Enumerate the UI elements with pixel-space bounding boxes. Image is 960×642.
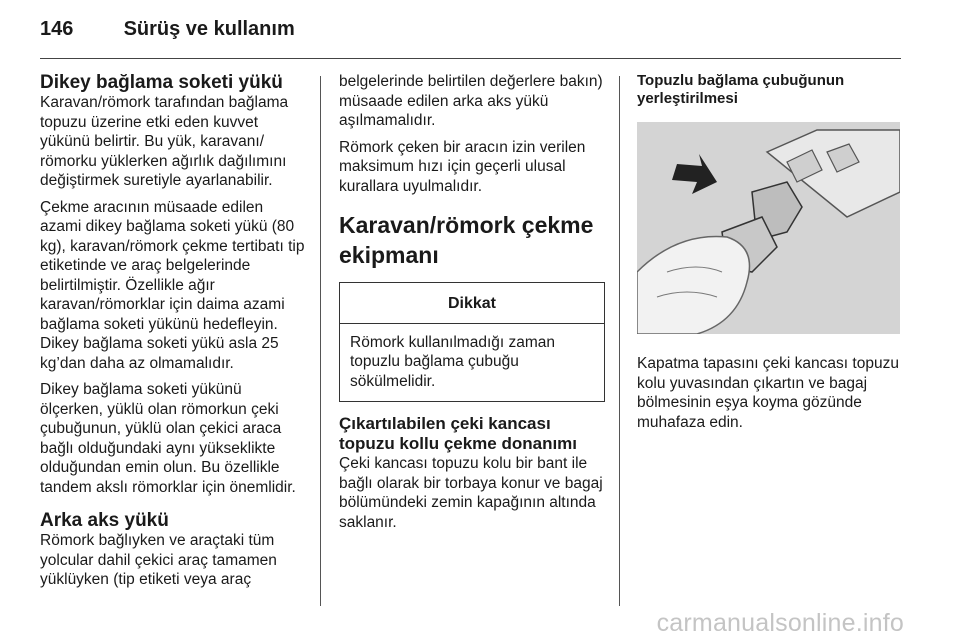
paragraph: Karavan/römork tarafından bağlama topuzu üzerine etki eden kuvvet yükünü belirtir. Bu yük, karavanı/ römorku yüklerken ağırlık dağılımını değiştirmek suretiyle ayarlanabilir. <box>40 94 289 189</box>
section-title: Sürüş ve kullanım <box>123 18 295 40</box>
paragraph: Römork bağlıyken ve araçtaki tüm yolcular dahil çekici araç tamamen yüklüyken (tip etiketi veya araç <box>40 532 277 588</box>
notice-body: Römork kullanılmadığı zaman topuzlu bağlama çubuğu sökülmelidir. <box>350 333 556 390</box>
column-divider <box>619 76 620 606</box>
paragraph: Çeki kancası topuzu kolu bir bant ile bağlı olarak bir torbaya konur ve bagaj bölümündeki zemin kapağının altında saklanır. <box>339 455 603 531</box>
header-rule <box>40 58 901 59</box>
illustration-svg <box>637 122 900 334</box>
page-number: 146 <box>40 18 74 40</box>
heading-karavan-cekme: Karavan/römork çekme ekipmanı <box>339 212 594 268</box>
column-divider <box>320 76 321 606</box>
warning-notice-box <box>339 282 605 402</box>
heading-cikartilabilen: Çıkartılabilen çeki kancası topuzu kollu çekme donanımı <box>339 414 578 453</box>
column-3 <box>637 72 903 439</box>
heading-dikey-baglama: Dikey bağlama soketi yükü <box>40 72 283 93</box>
paragraph: Kapatma tapasını çeki kancası topuzu kolu yuvasından çıkartın ve bagaj bölmesinin eşya koyma gözünde muhafaza edin. <box>637 355 899 431</box>
column-1 <box>40 72 308 597</box>
paragraph: Çekme aracının müsaade edilen azami dikey bağlama soketi yükü (80 kg), karavan/römork çekme tertibatı tip etiketinde ve araç belgelerinde belirtilmiştir. Özellikle ağır karavan/römorklar için daima azami bağlama soketi yükünü hedefleyin. Dikey bağlama soketi yükü asla 25 kg’dan daha az olmamalıdır. <box>40 198 305 372</box>
page-header <box>40 18 295 41</box>
tow-ball-insertion-illustration <box>637 122 900 334</box>
column-2 <box>339 72 605 539</box>
heading-arka-aks: Arka aks yükü <box>40 510 169 531</box>
paragraph: Römork çeken bir aracın izin verilen maksimum hızı için geçerli ulusal kurallara uyulmalıdır. <box>339 138 586 195</box>
watermark-text: carmanualsonline.info <box>656 609 904 637</box>
paragraph: belgelerinde belirtilen değerlere bakın) müsaade edilen arka aks yükü aşılmamalıdır. <box>339 73 603 129</box>
notice-title: Dikkat <box>340 283 604 324</box>
paragraph: Dikey bağlama soketi yükünü ölçerken, yüklü olan römorkun çeki çubuğunun, yüklü olan çekici araca bağlı olduğundaki aynı yükseklikte olduğundan emin olun. Bu özellikle tandem akslı römorklar için önemlidir. <box>40 381 296 496</box>
heading-topuzlu: Topuzlu bağlama çubuğunun yerleştirilmesi <box>637 72 845 107</box>
